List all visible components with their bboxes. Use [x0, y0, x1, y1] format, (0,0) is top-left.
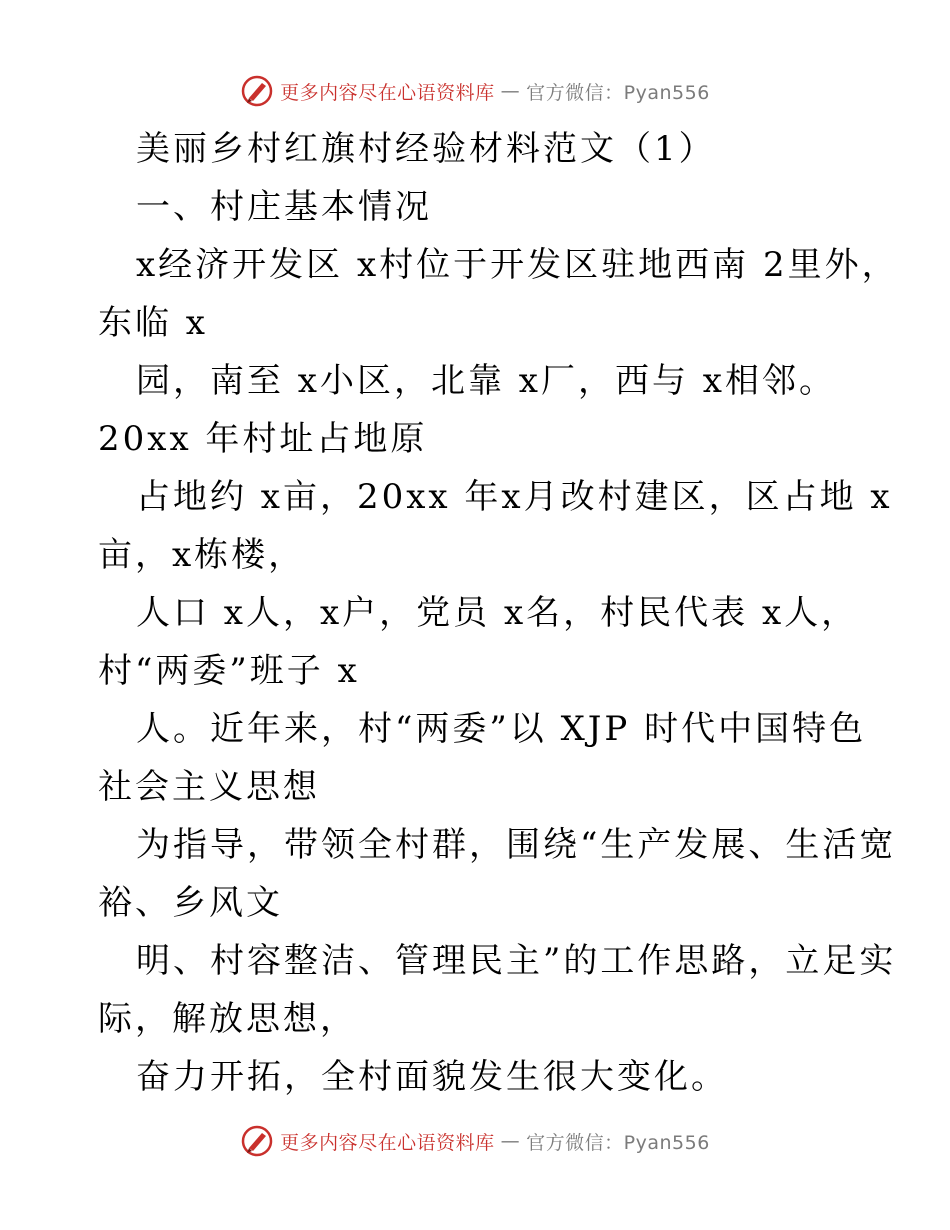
watermark-text: 更多内容尽在心语资料库: [280, 81, 495, 104]
paragraph-line: 东临 x: [98, 303, 208, 343]
pen-seal-logo-icon: [240, 1124, 274, 1158]
paragraph-line: 裕、乡风文: [98, 883, 283, 923]
watermark-inner: [240, 1124, 710, 1158]
paragraph-line: 人。近年来，村“两委”以 XJP 时代中国特色: [136, 709, 867, 749]
paragraph-line: 20xx 年村址占地原: [98, 419, 428, 459]
paragraph-line: 园，南至 x小区，北靠 x厂，西与 x相邻。: [136, 361, 836, 401]
paragraph-line: 社会主义思想: [98, 767, 320, 807]
watermark-separator: —: [500, 1130, 521, 1152]
pen-seal-logo-icon: [240, 74, 274, 108]
watermark-contact: 官方微信：Pyan556: [526, 81, 710, 104]
paragraph-line: 村“两委”班子 x: [98, 651, 360, 691]
paragraph-line: 明、村容整洁、管理民主”的工作思路，立足实: [136, 941, 897, 981]
paragraph-line: 奋力开拓，全村面貌发生很大变化。: [136, 1057, 728, 1097]
paragraph-line: 占地约 x亩，20xx 年x月改村建区，区占地 x: [136, 477, 893, 517]
document-title: 美丽乡村红旗村经验材料范文（1）: [136, 129, 716, 169]
paragraph-line: 亩，x栋楼，: [98, 535, 306, 575]
header-watermark: [0, 71, 950, 111]
watermark-separator: —: [500, 80, 521, 102]
watermark-inner: [240, 74, 710, 108]
footer-watermark: [0, 1121, 950, 1161]
paragraph-line: x经济开发区 x村位于开发区驻地西南 2里外，: [136, 245, 899, 285]
section-heading: 一、村庄基本情况: [136, 187, 432, 227]
paragraph-line: 人口 x人，x户，党员 x名，村民代表 x人，: [136, 593, 859, 633]
paragraph-line: 际，解放思想，: [98, 999, 357, 1039]
document-body: [98, 120, 899, 1106]
paragraph-line: 为指导，带领全村群，围绕“生产发展、生活宽: [136, 825, 897, 865]
watermark-text: 更多内容尽在心语资料库: [280, 1131, 495, 1154]
watermark-contact: 官方微信：Pyan556: [526, 1131, 710, 1154]
